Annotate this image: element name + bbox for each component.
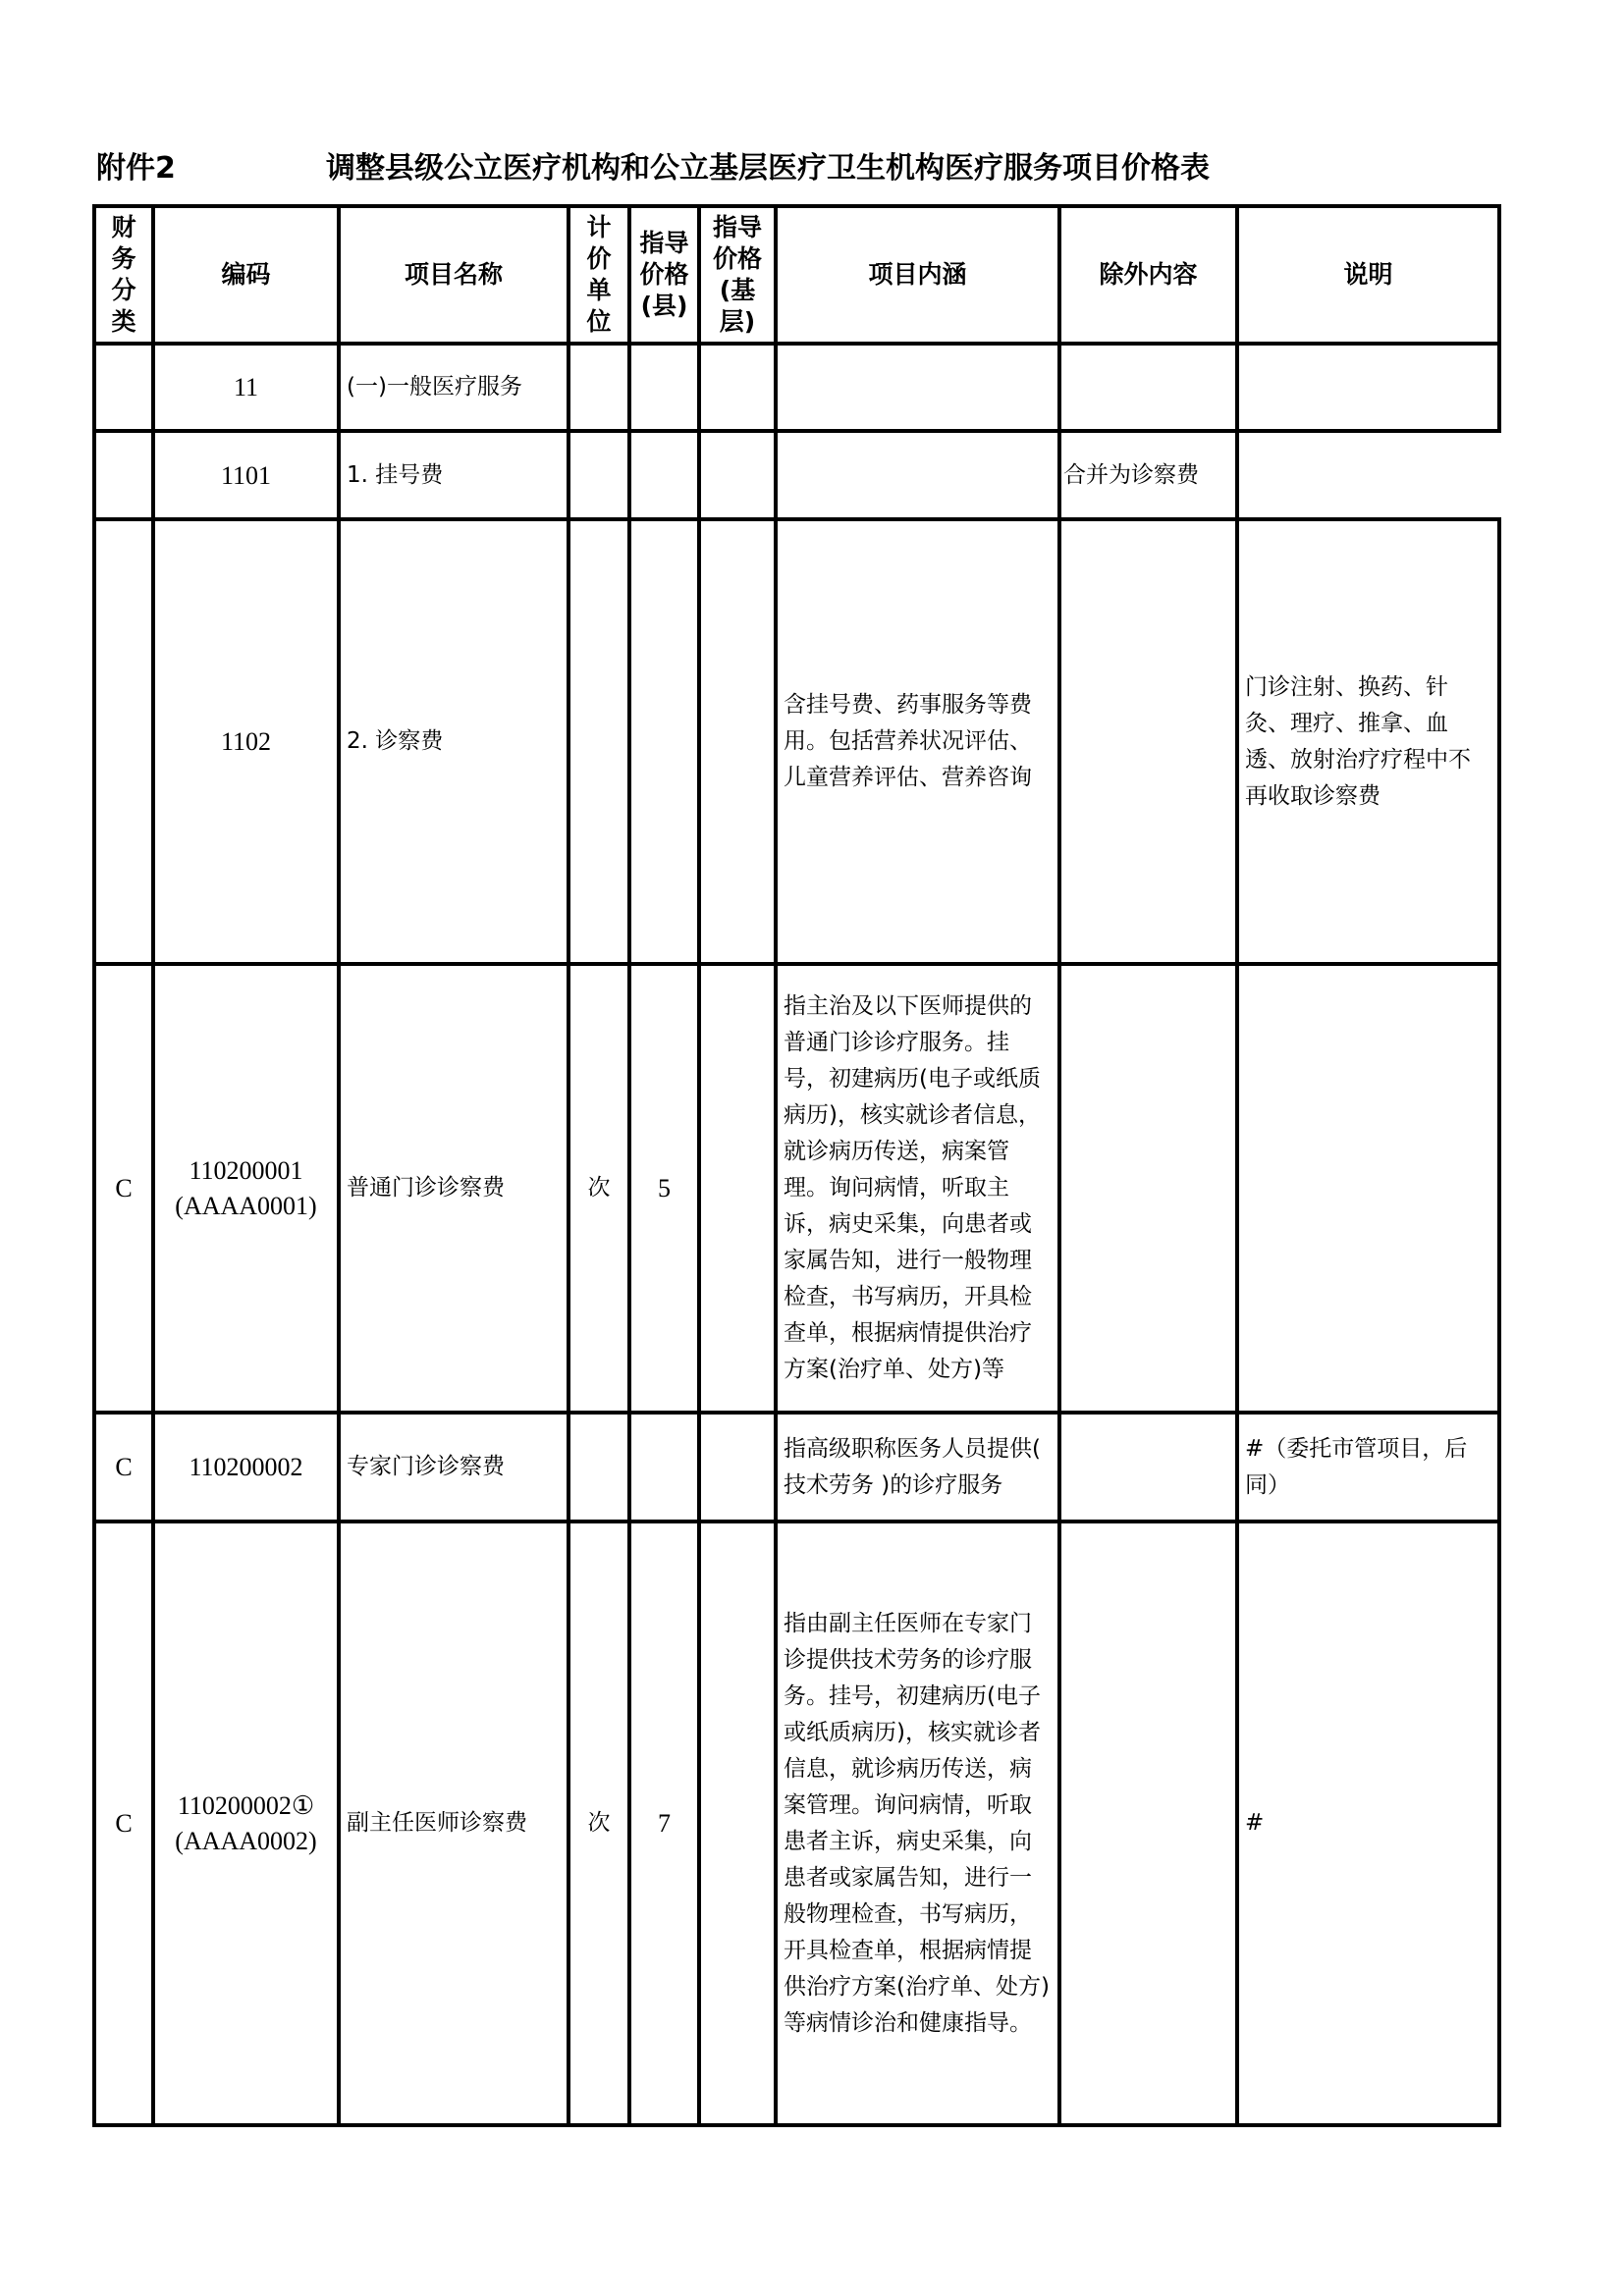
cell-code: 1101 [153,431,339,519]
header-notes: 说明 [1237,206,1499,344]
cell-finance-category: C [94,1413,153,1522]
header-guide-price-grassroots: 指导 价格 (基 层) [699,206,776,344]
cell-item-name: (一)一般医疗服务 [339,344,568,431]
cell-item-content: 指由副主任医师在专家门诊提供技术劳务的诊疗服务。挂号，初建病历(电子或纸质病历)，核实就诊者信息，就诊病历传送，病案管理。询问病情，听取患者主诉，病史采集，向患者或家属告知，进行一般物理检查，书写病历，开具检查单，根据病情提供治疗方案(治疗单、处方)等病情诊治和健康指导。 [776,1522,1059,2125]
table-row [94,431,1499,519]
code-alternate: (AAAA0002) [175,1826,317,1855]
cell-exclusions [1059,519,1237,964]
cell-finance-category [94,431,153,519]
cell-guide-price-county [629,344,699,431]
attachment-label: 附件2 [96,151,176,186]
table-row [94,1413,1499,1522]
cell-exclusions [1059,344,1237,431]
cell-guide-price-grassroots [699,1522,776,2125]
cell-item-content [776,344,1059,431]
cell-item-name: 副主任医师诊察费 [339,1522,568,2125]
header-finance-category: 财 务 分 类 [94,206,153,344]
header-item-content: 项目内涵 [776,206,1059,344]
page-title: 调整县级公立医疗机构和公立基层医疗卫生机构医疗服务项目价格表 [326,151,1210,186]
cell-notes [1237,431,1499,519]
cell-exclusions [1059,1522,1237,2125]
price-table [92,204,1501,2127]
table-row [94,344,1499,431]
cell-exclusions [1059,964,1237,1413]
cell-guide-price-grassroots [699,431,776,519]
cell-exclusions: 合并为诊察费 [1059,431,1237,519]
cell-notes: 门诊注射、换药、针灸、理疗、推拿、血透、放射治疗疗程中不再收取诊察费 [1237,519,1499,964]
cell-pricing-unit [568,431,629,519]
header-pricing-unit: 计 价 单 位 [568,206,629,344]
header-code: 编码 [153,206,339,344]
cell-pricing-unit [568,519,629,964]
cell-guide-price-county [629,1413,699,1522]
cell-item-name: 普通门诊诊察费 [339,964,568,1413]
cell-pricing-unit [568,344,629,431]
cell-exclusions [1059,1413,1237,1522]
cell-notes: #（委托市管项目，后同） [1237,1413,1499,1522]
table-row [94,519,1499,964]
cell-code: 11 [153,344,339,431]
table-row [94,964,1499,1413]
table-header-row [94,206,1499,344]
cell-notes [1237,344,1499,431]
cell-guide-price-grassroots [699,1413,776,1522]
cell-notes [1237,964,1499,1413]
cell-finance-category [94,344,153,431]
cell-guide-price-county: 5 [629,964,699,1413]
cell-guide-price-county [629,431,699,519]
cell-guide-price-grassroots [699,519,776,964]
cell-item-name: 2. 诊察费 [339,519,568,964]
code-primary: 110200001 [189,1155,303,1185]
cell-pricing-unit: 次 [568,1522,629,2125]
header-item-name: 项目名称 [339,206,568,344]
cell-item-name: 1. 挂号费 [339,431,568,519]
cell-guide-price-grassroots [699,344,776,431]
cell-guide-price-county: 7 [629,1522,699,2125]
code-primary: 110200002① [177,1790,315,1820]
cell-finance-category: C [94,1522,153,2125]
cell-code: 110200002 [153,1413,339,1522]
cell-pricing-unit: 次 [568,964,629,1413]
cell-item-content [776,431,1059,519]
cell-guide-price-county [629,519,699,964]
code-alternate: (AAAA0001) [175,1191,317,1220]
cell-item-content: 指主治及以下医师提供的普通门诊诊疗服务。挂号，初建病历(电子或纸质病历)，核实就诊者信息，就诊病历传送，病案管理。询问病情，听取主诉，病史采集，向患者或家属告知，进行一般物理检查，书写病历，开具检查单，根据病情提供治疗方案(治疗单、处方)等 [776,964,1059,1413]
cell-code [153,1522,339,2125]
cell-item-content: 含挂号费、药事服务等费用。包括营养状况评估、儿童营养评估、营养咨询 [776,519,1059,964]
cell-code [153,964,339,1413]
header-guide-price-county: 指导 价格 (县) [629,206,699,344]
cell-pricing-unit [568,1413,629,1522]
cell-item-name: 专家门诊诊察费 [339,1413,568,1522]
cell-finance-category [94,519,153,964]
cell-item-content: 指高级职称医务人员提供( 技术劳务 )的诊疗服务 [776,1413,1059,1522]
cell-finance-category: C [94,964,153,1413]
table-row [94,1522,1499,2125]
cell-code: 1102 [153,519,339,964]
header-exclusions: 除外内容 [1059,206,1237,344]
cell-guide-price-grassroots [699,964,776,1413]
cell-notes: # [1237,1522,1499,2125]
